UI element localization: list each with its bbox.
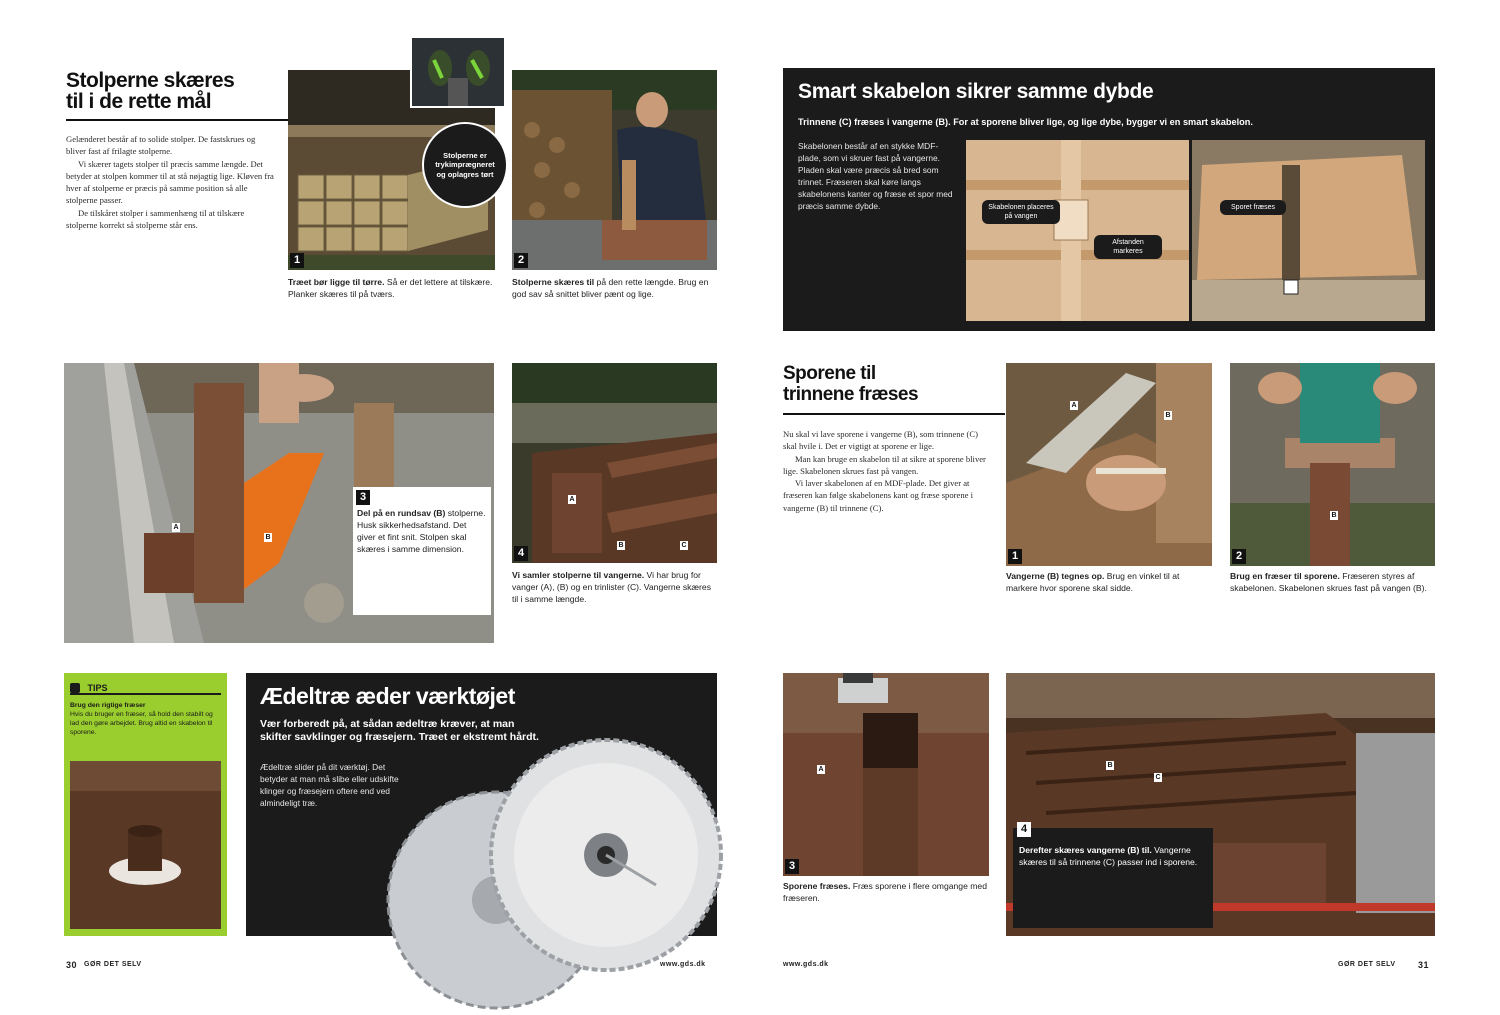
footer-url-left: www.gds.dk bbox=[660, 961, 706, 968]
part-letter: A bbox=[569, 496, 575, 503]
photo-number: 1 bbox=[290, 253, 304, 268]
callout-bubble: Stolperne er trykimprægneret og oplagres tørt bbox=[422, 122, 508, 208]
caption-photo1: Træet bør ligge til tørre. Så er det lettere at tilskære. Planker skæres til på tværs. bbox=[288, 277, 493, 299]
template-label-1: Skabelonen placeres på vangen bbox=[982, 200, 1060, 224]
caption-photo8-box: 4 Derefter skæres vangerne (B) til. Vangerne skæres til så trinnene (C) passer ind i sporene. bbox=[1013, 828, 1213, 928]
part-letter: C bbox=[681, 542, 687, 549]
saw-box-title: Ædeltræ æder værktøjet bbox=[260, 683, 515, 709]
photo-number: 2 bbox=[1232, 549, 1246, 564]
part-letter: B bbox=[1107, 762, 1113, 769]
photo-number: 1 bbox=[1008, 549, 1022, 564]
page-number-left: 30 bbox=[66, 960, 78, 970]
part-letter: A bbox=[818, 766, 824, 773]
title-rule bbox=[783, 413, 1005, 415]
caption-photo2: Stolperne skæres til på den rette længde. Brug en god sav så snittet bliver pænt og lige. bbox=[512, 277, 709, 299]
footer-magazine-left: GØR DET SELV bbox=[84, 961, 142, 968]
tip-label-bar: TIPS bbox=[70, 679, 221, 695]
workbench-image bbox=[512, 363, 717, 563]
man-sawing-image bbox=[512, 70, 717, 270]
photo-number: 2 bbox=[514, 253, 528, 268]
footer-url-right: www.gds.dk bbox=[783, 961, 829, 968]
part-letter: B bbox=[1165, 412, 1171, 419]
caption-photo7: Sporene fræses. Fræs sporene i flere omgange med fræseren. bbox=[783, 881, 987, 903]
part-letter: C bbox=[1155, 774, 1161, 781]
caption-photo6: Brug en fræser til sporene. Fræseren styres af skabelonen. Skabelonen skrues fast på vangen (B). bbox=[1230, 571, 1427, 593]
photo-template-ruler bbox=[966, 140, 1189, 321]
section-title-spor: Sporene til trinnene fræses bbox=[783, 363, 919, 405]
tip-icon bbox=[70, 683, 80, 693]
tip-box bbox=[64, 673, 227, 936]
photo-workbench-pieces bbox=[512, 363, 717, 563]
section-title-stolper: Stolperne skæres til i de rette mål bbox=[66, 69, 235, 113]
marking-image bbox=[1006, 363, 1212, 566]
part-letter: B bbox=[1331, 512, 1337, 519]
photo-template-board bbox=[1192, 140, 1425, 321]
photo-number: 3 bbox=[785, 859, 799, 874]
section-body-spor: Nu skal vi lave sporene i vangerne (B), som trinnene (C) skal hvile i. Det er vigtigt at sporene er lige. Man kan bruge en skabelon til at sikre at sporene bliver lige. Skabelonen skrues fast på vangen. Vi laver skabelonen af en MDF-plade. Det giver at fræseren kan følge skabelonens kant og fræse sporene i vangerne (B) til trinnene (C). bbox=[783, 429, 986, 513]
part-letter: B bbox=[265, 534, 271, 541]
photo-number: 4 bbox=[1017, 822, 1031, 837]
template-ruler-image bbox=[966, 140, 1189, 321]
photo-number: 4 bbox=[514, 546, 528, 561]
photo-man-sawing bbox=[512, 70, 717, 270]
template-box-body: Skabelonen består af en stykke MDF-plade, som vi skruer fast på vangerne. Pladen skal være præcis så bred som trinnet. Fræseren skal køre langs skabelonens kanter og fræse et spor med præcis samme dybde. bbox=[798, 141, 953, 211]
router-bit-image bbox=[70, 761, 221, 929]
part-letter: A bbox=[173, 524, 179, 531]
saw-blade-front bbox=[491, 740, 721, 970]
photo-number: 3 bbox=[356, 490, 370, 505]
template-label-2: Afstanden markeres bbox=[1094, 235, 1162, 259]
page-number-right: 31 bbox=[1418, 960, 1430, 970]
saw-box-body: Ædeltræ slider på dit værktøj. Det betyder at man må slibe eller udskifte klinger og fræsejern oftere end ved almindeligt træ. bbox=[260, 762, 399, 808]
photo-marking-vanger bbox=[1006, 363, 1212, 566]
title-rule bbox=[66, 119, 288, 121]
part-letter: A bbox=[1071, 402, 1077, 409]
caption-photo4: Vi samler stolperne til vangerne. Vi har brug for vanger (A), (B) og en trinlister (C). Vangerne skæres til i samme længde. bbox=[512, 570, 711, 604]
caption-photo5: Vangerne (B) tegnes op. Brug en vinkel til at markere hvor sporene skal sidde. bbox=[1006, 571, 1180, 593]
inset-photo-gloves bbox=[410, 36, 506, 108]
section-body-stolper: Gelænderet består af to solide stolper. De fastskrues og bliver fast af frilagte stolperne. Vi skærer tagets stolper til præcis samme længde. Det betyder at stolpen kommer til at stå nøjagtig lige. Kløven fra hver af stolperne er præcis på samme position så alle stolperne passer. De tilskåret stolper i sammenhæng til at tilskære stolperne korrekt så stolperne står ens. bbox=[66, 134, 274, 231]
template-label-3: Sporet fræses bbox=[1220, 200, 1286, 215]
part-letter: B bbox=[618, 542, 624, 549]
photo-router-template bbox=[1230, 363, 1435, 566]
saw-blades-illustration bbox=[356, 735, 751, 1015]
template-box-title: Smart skabelon sikrer samme dybde bbox=[798, 80, 1154, 103]
template-box-subtitle: Trinnene (C) fræses i vangerne (B). For at sporene bliver lige, og lige dybe, bygger vi en smart skabelon. bbox=[798, 117, 1253, 127]
photo-groove-chisel bbox=[783, 673, 989, 876]
template-board-image bbox=[1192, 140, 1425, 321]
tip-photo-router-bit bbox=[70, 761, 221, 929]
tip-text: Hvis du bruger en fræser, så hold den stabilt og lad den gøre arbejdet. Brug altid en skabelon til sporene. bbox=[70, 711, 213, 736]
tip-heading: Brug den rigtige fræser bbox=[70, 702, 146, 709]
saw-box-subtitle: Vær forberedt på, at sådan ædeltræ kræver, at man skifter savklinger og fræsejern. Træet er ekstremt hårdt. bbox=[260, 718, 539, 743]
caption-photo3-box: 3 Del på en rundsav (B) stolperne. Husk sikkerhedsafstand. Det giver et fint snit. Stolpen skal skæres i samme dimension. bbox=[353, 487, 491, 615]
router-image bbox=[1230, 363, 1435, 566]
gloves-image bbox=[412, 38, 504, 106]
footer-magazine-right: GØR DET SELV bbox=[1338, 961, 1396, 968]
groove-image bbox=[783, 673, 989, 876]
